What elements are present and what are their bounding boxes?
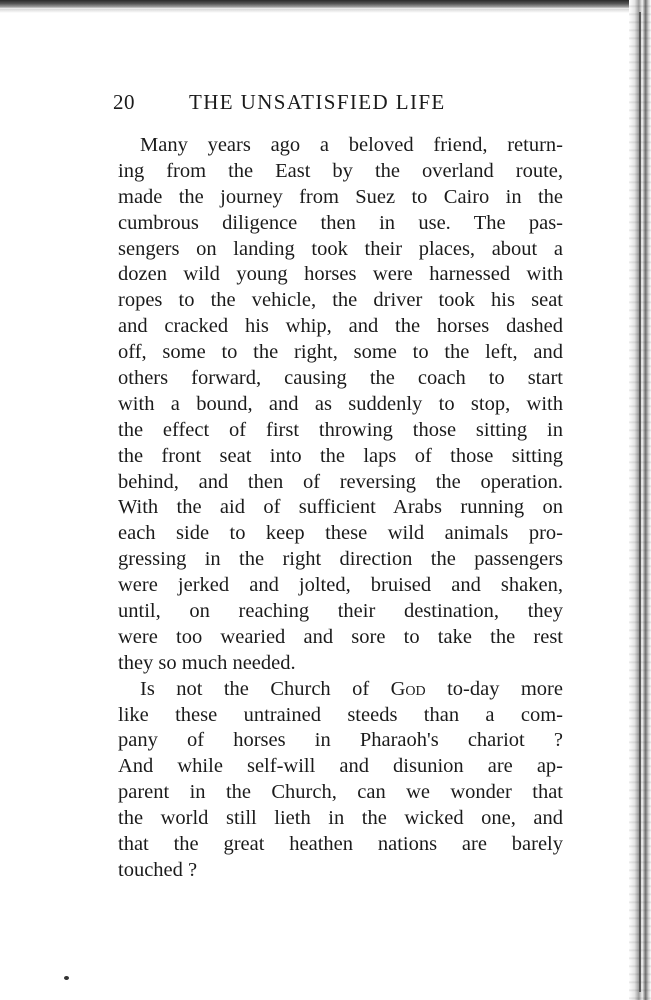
text-line-with-small-caps <box>118 677 563 703</box>
text-line: made the journey from Suez to Cairo in the <box>118 185 563 208</box>
text-line: like these untrained steeds than a com- <box>118 703 563 726</box>
text-line: dozen wild young horses were harnessed with <box>118 263 563 286</box>
ink-speck <box>64 976 69 980</box>
small-caps-word: God <box>390 677 426 700</box>
text-line: pany of horses in Pharaoh's chariot ? <box>118 729 563 752</box>
text-line: ropes to the vehicle, the driver took his seat <box>118 289 563 312</box>
page-top-edge-fade <box>0 9 651 13</box>
text-line: parent in the Church, can we wonder that <box>118 781 563 804</box>
text-line: sengers on landing took their places, about a <box>118 237 563 260</box>
paragraph-2 <box>118 677 563 884</box>
text-line: Many years ago a beloved friend, return- <box>140 134 563 156</box>
text-line: the effect of first throwing those sitting in <box>118 418 563 441</box>
text-fragment: to-day more <box>425 677 563 700</box>
text-line: were too wearied and sore to take the rest <box>118 625 563 648</box>
text-line: off, some to the right, some to the left, and <box>118 341 563 364</box>
book-spine-edge <box>629 0 651 1000</box>
text-line: touched ? <box>118 858 198 881</box>
text-line: each side to keep these wild animals pro- <box>118 522 563 545</box>
text-line: the front seat into the laps of those sitting <box>118 444 563 467</box>
text-line: others forward, causing the coach to start <box>118 367 563 390</box>
text-fragment: Is not the Church of <box>140 677 391 700</box>
running-head <box>113 88 583 118</box>
book-spine-line <box>639 12 641 992</box>
paragraph-1 <box>118 133 563 677</box>
text-line: that the great heathen nations are barely <box>118 833 563 856</box>
page-top-edge-shadow <box>0 0 651 9</box>
text-line: cumbrous diligence then in use. The pas- <box>118 211 563 234</box>
text-line: With the aid of sufficient Arabs running on <box>118 496 563 519</box>
text-line: gressing in the right direction the passengers <box>118 548 563 571</box>
text-line: And while self-will and disunion are ap- <box>118 755 563 778</box>
text-line: were jerked and jolted, bruised and shaken, <box>118 574 563 597</box>
text-line: ing from the East by the overland route, <box>118 159 563 182</box>
text-line: with a bound, and as suddenly to stop, with <box>118 392 563 415</box>
text-line: behind, and then of reversing the operation. <box>118 470 563 493</box>
text-line: and cracked his whip, and the horses dashed <box>118 315 563 338</box>
text-line: the world still lieth in the wicked one, and <box>118 807 563 830</box>
text-line: they so much needed. <box>118 651 296 674</box>
page-number: 20 <box>113 90 135 114</box>
text-line: until, on reaching their destination, they <box>118 600 563 623</box>
body-text <box>118 133 563 884</box>
book-title: THE UNSATISFIED LIFE <box>189 90 446 114</box>
